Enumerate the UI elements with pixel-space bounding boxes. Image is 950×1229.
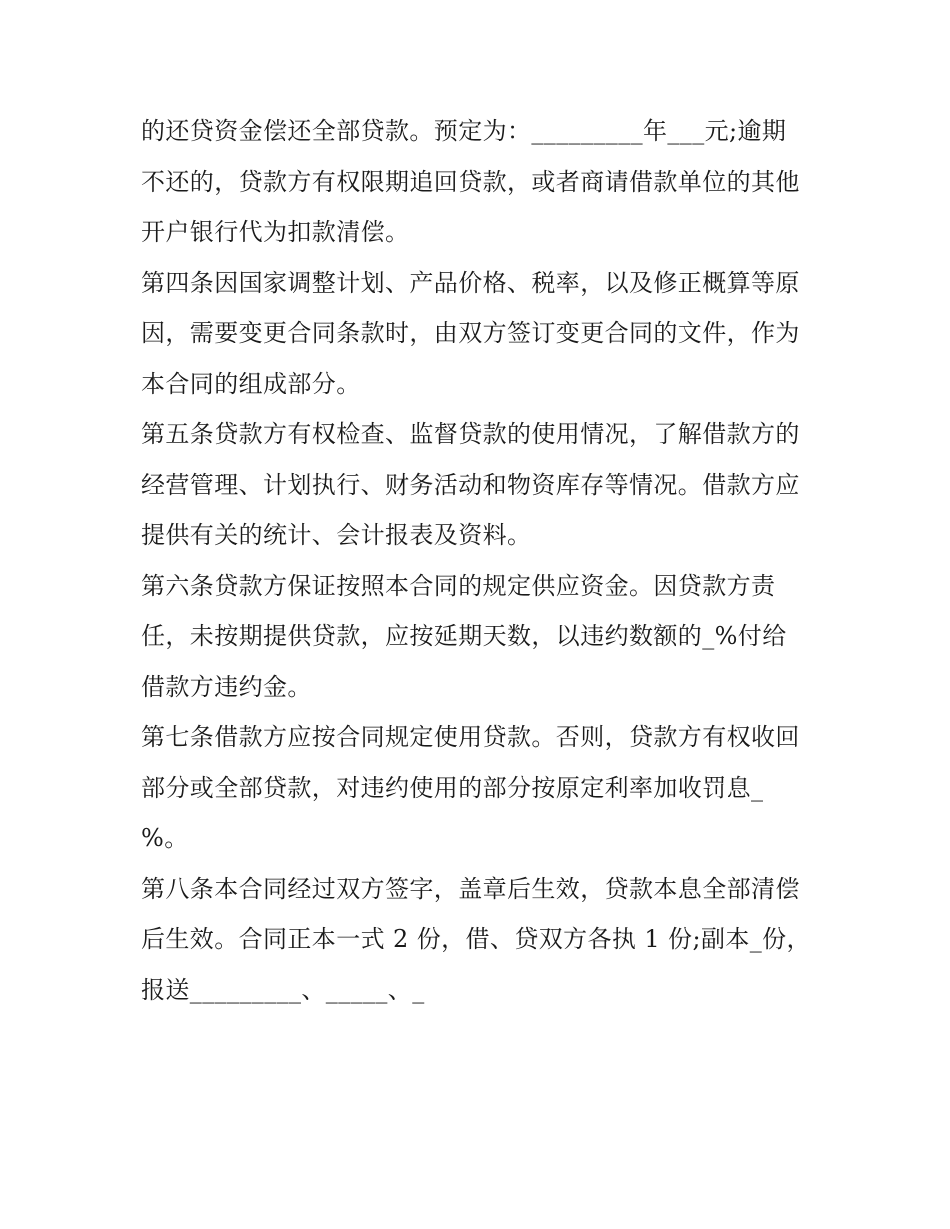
paragraph-article-8 bbox=[141, 864, 813, 1016]
text-line: 借款方违约金。 bbox=[141, 672, 312, 701]
text-line: 任，未按期提供贷款，应按延期天数，以违约数额的_%付给 bbox=[141, 622, 787, 650]
text-line: 不还的，贷款方有权限期追回贷款，或者商请借款单位的其他 bbox=[141, 167, 800, 196]
text-line: 提供有关的统计、会计报表及资料。 bbox=[141, 521, 532, 549]
text-line: %。 bbox=[141, 824, 189, 852]
paragraph-article-4 bbox=[141, 258, 813, 410]
paragraph-article-7 bbox=[141, 712, 813, 864]
text-line: 后生效。合同正本一式 2 份，借、贷双方各执 1 份;副本_份， bbox=[141, 925, 811, 953]
text-line: 报送_________、_____、_ bbox=[141, 975, 425, 1004]
text-line: 因，需要变更合同条款时，由双方签订变更合同的文件，作为 bbox=[141, 319, 800, 347]
text-line: 第五条贷款方有权检查、监督贷款的使用情况，了解借款方的 bbox=[141, 420, 800, 448]
text-line: 开户银行代为扣款清偿。 bbox=[141, 218, 410, 246]
paragraph-article-5 bbox=[141, 409, 813, 561]
text-line: 部分或全部贷款，对违约使用的部分按原定利率加收罚息_ bbox=[141, 773, 764, 802]
text-line: 的还贷资金偿还全部贷款。预定为：_________年___元;逾期 bbox=[141, 117, 787, 145]
text-line: 经营管理、计划执行、财务活动和物资库存等情况。借款方应 bbox=[141, 470, 800, 499]
text-line: 第六条贷款方保证按照本合同的规定供应资金。因贷款方责 bbox=[141, 571, 776, 600]
text-line: 本合同的组成部分。 bbox=[141, 369, 361, 398]
text-line: 第七条借款方应按合同规定使用贷款。否则，贷款方有权收回 bbox=[141, 723, 800, 751]
paragraph-article-6 bbox=[141, 561, 813, 713]
text-line: 第八条本合同经过双方签字，盖章后生效，贷款本息全部清偿 bbox=[141, 874, 800, 903]
contract-body bbox=[141, 106, 813, 1015]
text-line: 第四条因国家调整计划、产品价格、税率，以及修正概算等原 bbox=[141, 268, 800, 297]
paragraph-repayment bbox=[141, 106, 813, 258]
